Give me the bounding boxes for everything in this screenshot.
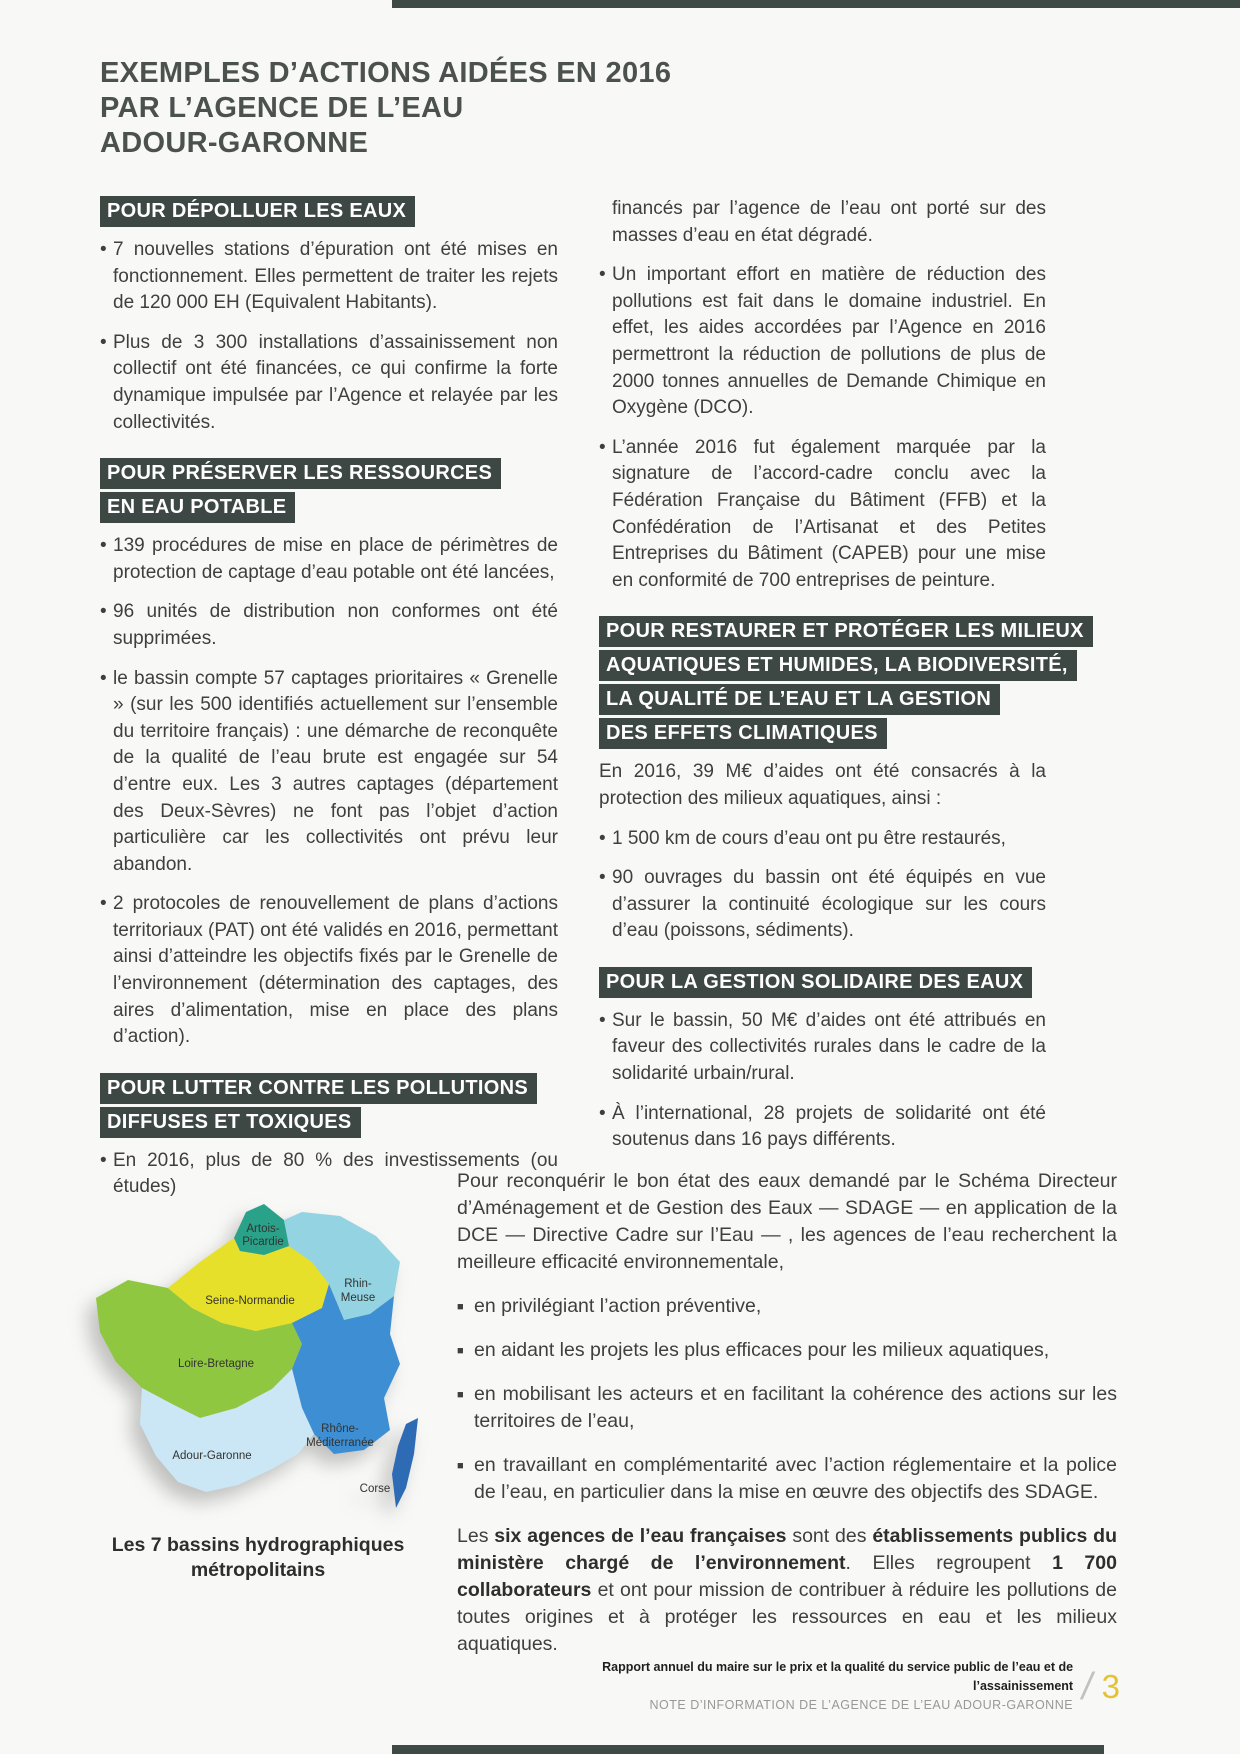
page-title [100,56,671,161]
basin-corse [392,1418,418,1508]
list-item: ■ en aidant les projets les plus efficaces pour les milieux aquatiques, [457,1337,1117,1364]
france-basins-map [88,1192,428,1583]
list-item: • En 2016, plus de 80 % des investissements (ou études) [100,1148,558,1201]
map-label-rhin-meuse: Rhin- [344,1278,372,1290]
list-item: • Un important effort en matière de réduction des pollutions est fait dans le domaine industriel. En effet, les aides accordées par l’Agence en 2016 permettront la réduction de pollutions de plus de 2000 tonnes annuelles de Demande Chimique en Oxygène (DCO). [599,262,1046,422]
list-item: • Sur le bassin, 50 M€ d’aides ont été attribués en faveur des collectivités rurales dans le cadre de la solidarité urbain/rural. [599,1008,1046,1088]
left-column [100,196,558,1214]
bottom-edge-band [392,1745,1104,1754]
section-header-depolluer [100,196,558,227]
map-caption-line: Les 7 bassins hydrographiques [111,1534,405,1556]
section-header-line: DIFFUSES ET TOXIQUES [100,1107,361,1138]
map-label-corse: Corse [359,1483,391,1495]
map-label-rhone-mediterranee: Méditerranée [306,1437,374,1449]
footer-slash: / [1078,1665,1097,1708]
page-title-line: ADOUR-GARONNE [100,127,369,159]
list-item: ■ en privilégiant l’action préventive, [457,1293,1117,1320]
sdage-text-block [457,1168,1117,1658]
text-segment: sont des [786,1525,873,1547]
map-label-artois-picardie: Picardie [242,1236,284,1248]
text-segment-bold: six agences de l’eau françaises [494,1525,787,1547]
section-header-lutter [100,1073,558,1138]
continuation-paragraph: financés par l’agence de l’eau ont porté sur des masses d’eau en état dégradé. [612,198,1046,246]
section-header-line: POUR PRÉSERVER LES RESSOURCES [100,458,501,489]
text-segment: Les [457,1525,495,1547]
section-header-line: POUR DÉPOLLUER LES EAUX [100,196,415,227]
map-label-adour-garonne: Adour-Garonne [172,1450,252,1462]
bullet-list [100,237,558,436]
list-item: • 2 protocoles de renouvellement de plans d’actions territoriaux (PAT) ont été validés en 2016, permettant ainsi d’atteindre les objectifs fixés par le Grenelle de l’environnement (détermination des captages, des aires d’alimentation, mise en place des plans d’action). [100,891,558,1051]
text-segment-bold: 1 700 collaborateurs [457,1552,1117,1601]
map-label-loire-bretagne: Loire-Bretagne [177,1358,255,1370]
square-bullet-list [457,1293,1117,1506]
bullet-list [100,533,558,1051]
map-caption-line: métropolitains [190,1559,326,1581]
list-item: • À l’international, 28 projets de solidarité ont été soutenus dans 16 pays différents. [599,1101,1046,1154]
list-item: • 7 nouvelles stations d’épuration ont été mises en fonctionnement. Elles permettent de traiter les rejets de 120 000 EH (Equivalent Habitants). [100,237,558,317]
footer-note-title: NOTE D’INFORMATION DE L’AGENCE DE L’EAU ADOUR-GARONNE [649,1698,1074,1712]
footer-report-title: Rapport annuel du maire sur le prix et la qualité du service public de l’eau et de l’assainissement [602,1660,1074,1693]
section-header-line: LA QUALITÉ DE L’EAU ET LA GESTION [599,684,1000,715]
section-intro: En 2016, 39 M€ d’aides ont été consacrés à la protection des milieux aquatiques, ainsi : [599,761,1046,809]
sdage-intro-paragraph: Pour reconquérir le bon état des eaux demandé par le Schéma Directeur d’Aménagement et de Gestion des Eaux — SDAGE — en application de la DCE — Directive Cadre sur l’Eau — , les agences de l’eau recherchent la meilleure efficacité environnementale, [457,1170,1117,1273]
list-item: ■ en travaillant en complémentarité avec l’action réglementaire et la police de l’eau, en particulier dans la mise en œuvre des objectifs des SDAGE. [457,1452,1117,1506]
list-item: ■ en mobilisant les acteurs et en facilitant la cohérence des actions sur les territoires de l’eau, [457,1381,1117,1435]
section-header-line: POUR RESTAURER ET PROTÉGER LES MILIEUX [599,616,1093,647]
bullet-list [599,262,1046,594]
france-map-graphic [88,1192,428,1517]
section-header-line: DES EFFETS CLIMATIQUES [599,718,887,749]
list-item: • 90 ouvrages du bassin ont été équipés en vue d’assurer la continuité écologique sur les cours d’eau (poissons, sédiments). [599,865,1046,945]
page-number: 3 [1101,1667,1120,1705]
list-item: • 139 procédures de mise en place de périmètres de protection de captage d’eau potable ont été lancées, [100,533,558,586]
map-label-rhone-mediterranee: Rhône- [321,1423,359,1435]
agencies-paragraph [457,1523,1117,1658]
bullet-list [599,826,1046,945]
two-column-body [100,196,1084,1214]
section-header-line: POUR LA GESTION SOLIDAIRE DES EAUX [599,967,1032,998]
page-title-line: EXEMPLES D’ACTIONS AIDÉES EN 2016 [100,57,672,89]
map-caption [88,1533,428,1583]
section-header-solidaire [599,967,1046,998]
section-header-restaurer [599,616,1084,749]
section-header-line: AQUATIQUES ET HUMIDES, LA BIODIVERSITÉ, [599,650,1077,681]
section-header-preserver [100,458,558,523]
list-item: • 96 unités de distribution non conformes ont été supprimées. [100,599,558,652]
list-item: • 1 500 km de cours d’eau ont pu être restaurés, [599,826,1046,853]
text-segment-bold: établissements publics du ministère chargé de l’environnement [457,1525,1117,1574]
list-item: • Plus de 3 300 installations d’assainissement non collectif ont été financées, ce qui confirme la forte dynamique impulsée par l’Agence et relayée par les collectivités. [100,330,558,436]
map-label-rhin-meuse: Meuse [340,1292,376,1304]
page-title-line: PAR L’AGENCE DE L’EAU [100,92,464,124]
section-header-line: EN EAU POTABLE [100,492,295,523]
top-edge-band [392,0,1240,8]
bullet-list [599,1008,1046,1154]
list-item: • le bassin compte 57 captages prioritaires « Grenelle » (sur les 500 identifiés actuellement sur l’ensemble du territoire français) : une démarche de reconquête de la qualité de l’eau brute est engagée sur 54 d’entre eux. Les 3 autres captages (département des Deux-Sèvres) ne font pas l’objet d’action particulière car les collectivités ont prévu leur abandon. [100,666,558,879]
page-footer [520,1658,1120,1715]
text-segment: et ont pour mission de contribuer à réduire les pollutions de toutes origines et à protéger les ressources en eau et les milieux aquatiques. [457,1579,1117,1655]
text-segment: . Elles regroupent [845,1552,1053,1574]
map-label-artois-picardie: Artois- [246,1223,280,1235]
list-item: • L’année 2016 fut également marquée par la signature de l’accord-cadre conclu avec la Fédération Française du Bâtiment (FFB) et la Confédération de l’Artisanat et des Petites Entreprises du Bâtiment (CAPEB) pour une mise en conformité de 700 entreprises de peinture. [599,435,1046,595]
section-header-line: POUR LUTTER CONTRE LES POLLUTIONS [100,1073,537,1104]
map-label-seine-normandie: Seine-Normandie [205,1295,295,1307]
footer-text [520,1658,1073,1715]
right-column [599,196,1084,1214]
